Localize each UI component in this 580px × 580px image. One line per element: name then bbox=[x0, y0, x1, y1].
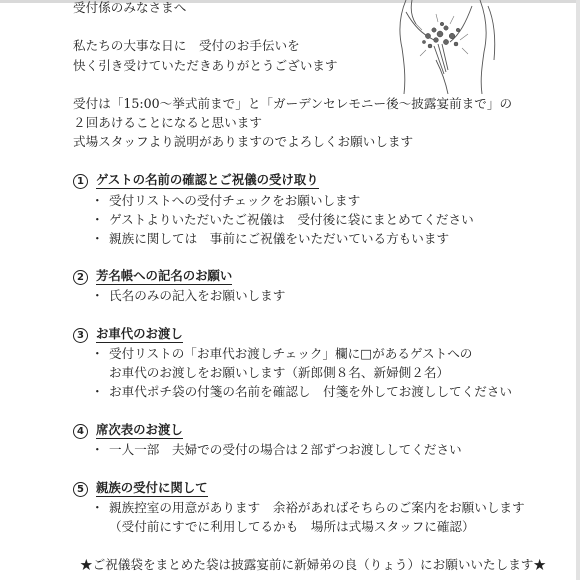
section-heading bbox=[73, 172, 319, 189]
bouquet-stem bbox=[434, 44, 448, 74]
figure-right-fold bbox=[488, 6, 495, 60]
list-item bbox=[91, 231, 449, 247]
list-item-text: 一人一部 夫婦での受付の場合は２部ずつお渡ししてください bbox=[109, 442, 462, 457]
list-item bbox=[91, 193, 360, 209]
bouquet-flowers bbox=[422, 22, 459, 48]
section-title: お車代のお渡し bbox=[96, 326, 183, 341]
bullet-dot: ・ bbox=[91, 193, 104, 208]
section-heading bbox=[73, 268, 232, 285]
list-item-continuation: （受付前にすでに利用してるかも 場所は式場スタッフに確認） bbox=[109, 519, 475, 534]
intro-line: 快く引き受けていただきありがとうございます bbox=[73, 58, 338, 73]
list-item bbox=[91, 442, 462, 458]
bullet-dot: ・ bbox=[91, 346, 104, 361]
list-item-text: 親族に関しては 事前にご祝儀をいただいている方もいます bbox=[109, 231, 450, 246]
bullet-dot: ・ bbox=[91, 442, 104, 457]
section-heading bbox=[73, 480, 208, 497]
list-item-text: 受付リストへの受付チェックをお願いします bbox=[109, 193, 361, 208]
section-title: 親族の受付に関して bbox=[96, 480, 208, 495]
section-number: 1 bbox=[73, 174, 88, 189]
section-number: 2 bbox=[73, 270, 88, 285]
section-title: 席次表のお渡し bbox=[96, 422, 183, 437]
bullet-dot: ・ bbox=[91, 500, 104, 515]
bullet-dot: ・ bbox=[91, 231, 104, 246]
list-item-text: お車代ポチ袋の付箋の名前を確認し 付箋を外してお渡ししてください bbox=[109, 384, 512, 399]
list-item-text: 氏名のみの記入をお願いします bbox=[109, 288, 286, 303]
list-item bbox=[91, 384, 512, 400]
list-item-text: 親族控室の用意があります 余裕があればそちらのご案内をお願いします bbox=[109, 500, 525, 515]
section-title: ゲストの名前の確認とご祝儀の受け取り bbox=[96, 172, 319, 187]
section-heading bbox=[73, 422, 183, 439]
bullet-dot: ・ bbox=[91, 288, 104, 303]
section-number: 5 bbox=[73, 482, 88, 497]
dress-drape bbox=[436, 60, 448, 94]
list-item bbox=[91, 500, 525, 516]
intro-line: 式場スタッフより説明がありますのでよろしくお願いします bbox=[73, 134, 414, 149]
couple-bouquet-illustration bbox=[376, 0, 500, 94]
list-item bbox=[91, 288, 285, 304]
figure-right-outline bbox=[480, 0, 486, 94]
footer-note: ★ご祝儀袋をまとめた袋は披露宴前に新婦弟の良（りょう）にお願いいたします★ bbox=[80, 557, 546, 572]
figure-left-outline bbox=[400, 0, 406, 94]
list-item-text: ゲストよりいただいたご祝儀は 受付後に袋にまとめてください bbox=[109, 212, 474, 227]
list-item bbox=[91, 212, 474, 228]
list-item bbox=[91, 346, 472, 362]
intro-line: 私たちの大事な日に 受付のお手伝いを bbox=[73, 38, 300, 53]
list-item-continuation: お車代のお渡しをお願いします（新郎側８名、新婦側２名） bbox=[109, 365, 450, 380]
bullet-dot: ・ bbox=[91, 384, 104, 399]
page-right-edge bbox=[576, 0, 580, 580]
section-title: 芳名帳への記名のお願い bbox=[96, 268, 233, 283]
intro-line: ２回あけることになると思います bbox=[73, 115, 262, 130]
bullet-dot: ・ bbox=[91, 212, 104, 227]
greeting: 受付係のみなさまへ bbox=[73, 0, 187, 15]
section-number: 4 bbox=[73, 424, 88, 439]
section-heading bbox=[73, 326, 183, 343]
list-item-text: 受付リストの「お車代お渡しチェック」欄に□があるゲストへの bbox=[109, 346, 473, 361]
section-number: 3 bbox=[73, 328, 88, 343]
intro-line: 受付は「15:00～挙式前まで」と「ガーデンセレモニー後～披露宴前まで」の bbox=[73, 96, 513, 111]
